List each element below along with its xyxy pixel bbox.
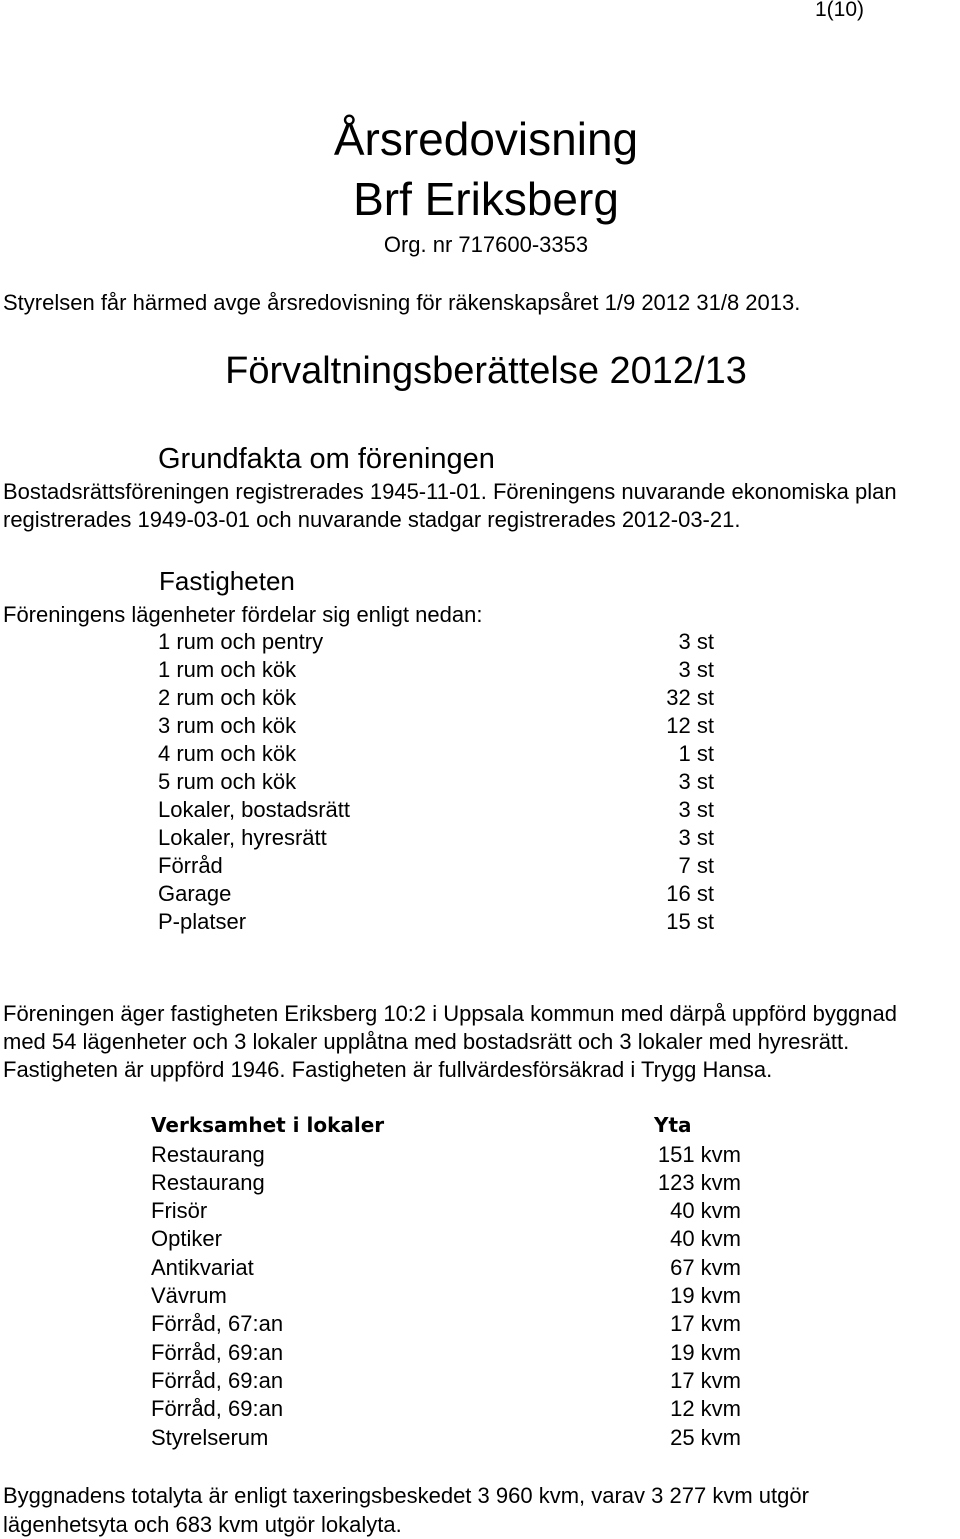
- apartment-type-label: Lokaler, hyresrätt: [158, 825, 327, 850]
- apartment-type-count: 3 st: [678, 769, 714, 794]
- fastigheten-heading: Fastigheten: [159, 566, 295, 596]
- premises-label: Förråd, 69:an: [151, 1340, 284, 1365]
- fastigheten-intro: Föreningens lägenheter fördelar sig enligt nedan:: [3, 602, 483, 627]
- apartment-type-count: 15 st: [666, 909, 714, 934]
- document-title: Årsredovisning: [333, 113, 639, 165]
- premises-area: 17 kvm: [670, 1368, 741, 1393]
- premises-area: 123 kvm: [657, 1170, 741, 1195]
- premises-label: Förråd, 69:an: [151, 1368, 284, 1393]
- apartment-type-count: 32 st: [666, 685, 714, 710]
- premises-area: 67 kvm: [670, 1255, 741, 1280]
- apartment-type-count: 3 st: [678, 797, 714, 822]
- apartment-type-label: 5 rum och kök: [158, 769, 297, 794]
- property-paragraph-line-3: Fastigheten är uppförd 1946. Fastigheten är fullvärdesförsäkrad i Trygg Hansa.: [3, 1057, 773, 1082]
- apartment-type-label: 3 rum och kök: [158, 713, 297, 738]
- section-heading: Förvaltningsberättelse 2012/13: [225, 350, 747, 392]
- property-paragraph-line-1: Föreningen äger fastigheten Eriksberg 10:2 i Uppsala kommun med därpå uppförd byggnad: [3, 1001, 897, 1026]
- premises-header-value: Yta: [654, 1113, 692, 1137]
- premises-area: 151 kvm: [657, 1142, 741, 1167]
- apartment-type-label: 1 rum och pentry: [158, 629, 324, 654]
- grundfakta-line-2: registrerades 1949-03-01 och nuvarande stadgar registrerades 2012-03-21.: [3, 507, 741, 532]
- total-area-line-2: lägenhetsyta och 683 kvm utgör lokalyta.: [3, 1512, 402, 1537]
- apartment-type-label: Garage: [158, 881, 232, 906]
- premises-label: Optiker: [151, 1226, 222, 1251]
- apartment-type-count: 16 st: [666, 881, 714, 906]
- association-name: Brf Eriksberg: [353, 173, 619, 225]
- premises-label: Restaurang: [151, 1170, 265, 1195]
- premises-area: 12 kvm: [670, 1396, 741, 1421]
- org-number: Org. nr 717600-3353: [383, 232, 589, 257]
- apartment-type-label: Lokaler, bostadsrätt: [158, 797, 351, 822]
- premises-area: 40 kvm: [670, 1198, 741, 1223]
- premises-area: 25 kvm: [670, 1425, 741, 1450]
- grundfakta-heading: Grundfakta om föreningen: [158, 443, 495, 475]
- apartment-type-count: 1 st: [678, 741, 714, 766]
- premises-header-label: Verksamhet i lokaler: [151, 1113, 385, 1137]
- premises-label: Styrelserum: [151, 1425, 269, 1450]
- premises-area: 17 kvm: [670, 1311, 741, 1336]
- premises-area: 19 kvm: [670, 1340, 741, 1365]
- intro-text: Styrelsen får härmed avge årsredovisning för räkenskapsåret 1/9 2012 31/8 2013.: [3, 290, 801, 315]
- apartment-type-label: 4 rum och kök: [158, 741, 297, 766]
- property-paragraph-line-2: med 54 lägenheter och 3 lokaler upplåtna med bostadsrätt och 3 lokaler med hyresrätt.: [3, 1029, 850, 1054]
- grundfakta-line-1: Bostadsrättsföreningen registrerades 1945-11-01. Föreningens nuvarande ekonomiska plan: [3, 479, 897, 504]
- apartment-type-label: 2 rum och kök: [158, 685, 297, 710]
- apartment-type-count: 3 st: [678, 825, 714, 850]
- premises-label: Restaurang: [151, 1142, 265, 1167]
- apartment-type-count: 7 st: [678, 853, 714, 878]
- apartment-type-count: 3 st: [678, 629, 714, 654]
- premises-label: Frisör: [151, 1198, 208, 1223]
- premises-label: Vävrum: [151, 1283, 227, 1308]
- premises-label: Förråd, 67:an: [151, 1311, 284, 1336]
- premises-label: Antikvariat: [151, 1255, 254, 1280]
- premises-label: Förråd, 69:an: [151, 1396, 284, 1421]
- apartment-type-count: 12 st: [666, 713, 714, 738]
- apartment-type-label: Förråd: [158, 853, 223, 878]
- apartment-type-count: 3 st: [678, 657, 714, 682]
- premises-area: 19 kvm: [670, 1283, 741, 1308]
- page-number: 1(10): [814, 0, 864, 21]
- apartment-type-label: 1 rum och kök: [158, 657, 297, 682]
- total-area-line-1: Byggnadens totalyta är enligt taxeringsbeskedet 3 960 kvm, varav 3 277 kvm utgör: [3, 1483, 809, 1508]
- apartment-type-label: P-platser: [158, 909, 247, 934]
- premises-area: 40 kvm: [670, 1226, 741, 1251]
